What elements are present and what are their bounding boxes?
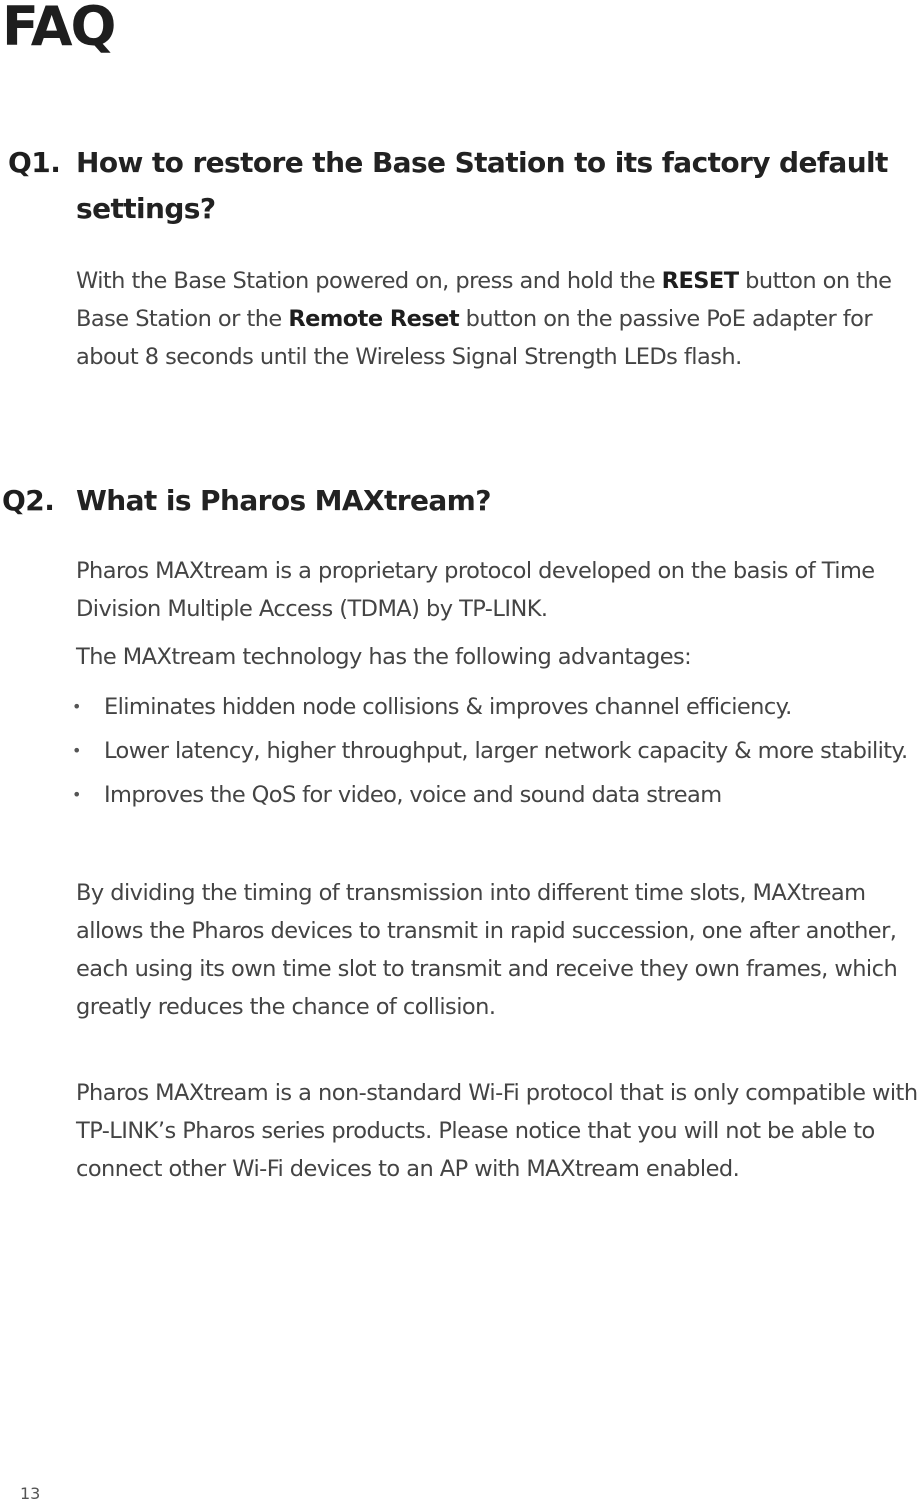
bullet-icon: • xyxy=(72,741,81,760)
advantages-list xyxy=(60,688,921,820)
page-number: 13 xyxy=(20,1484,41,1503)
bullet-icon: • xyxy=(72,785,81,804)
list-item xyxy=(60,688,921,726)
answer-2-paragraph-1: Pharos MAXtream is a proprietary protocol developed on the basis of Time Division Multiple Access (TDMA) by TP-LINK. xyxy=(76,558,875,622)
answer-1-text-part1: With the Base Station powered on, press and hold the xyxy=(76,268,662,294)
list-item-text: Lower latency, higher throughput, larger network capacity & more stability. xyxy=(104,738,908,764)
answer-2-paragraph-4: Pharos MAXtream is a non-standard Wi-Fi protocol that is only compatible with TP-LINK’s Pharos series products. Please notice that you will not be able to connect other Wi-Fi devices to an AP with MAXtream enabled. xyxy=(76,1080,918,1182)
answer-1-text-part2: button on the Base Station or the xyxy=(76,268,892,332)
page-title: FAQ xyxy=(2,0,115,58)
bullet-icon: • xyxy=(72,697,81,716)
question-1-heading: How to restore the Base Station to its factory default settings? xyxy=(76,146,888,225)
list-item xyxy=(60,776,921,814)
remote-reset-keyword: Remote Reset xyxy=(288,306,460,332)
reset-keyword: RESET xyxy=(661,268,739,294)
list-item-text: Eliminates hidden node collisions & improves channel efficiency. xyxy=(104,694,792,720)
question-number-1: Q1. xyxy=(8,146,61,179)
list-item xyxy=(60,732,921,770)
answer-2-paragraph-3: By dividing the timing of transmission into different time slots, MAXtream allows the Pharos devices to transmit in rapid succession, one after another, each using its own time slot to transmit and receive they own frames, which greatly reduces the chance of collision. xyxy=(76,880,898,1020)
question-2-heading: What is Pharos MAXtream? xyxy=(76,484,491,517)
answer-1-text-part3: button on the passive PoE adapter for about 8 seconds until the Wireless Signal Strength LEDs flash. xyxy=(76,306,873,370)
answer-2-paragraph-2: The MAXtream technology has the following advantages: xyxy=(76,644,692,670)
list-item-text: Improves the QoS for video, voice and sound data stream xyxy=(104,782,722,808)
question-number-2: Q2. xyxy=(2,484,55,517)
answer-1-paragraph xyxy=(76,262,921,376)
